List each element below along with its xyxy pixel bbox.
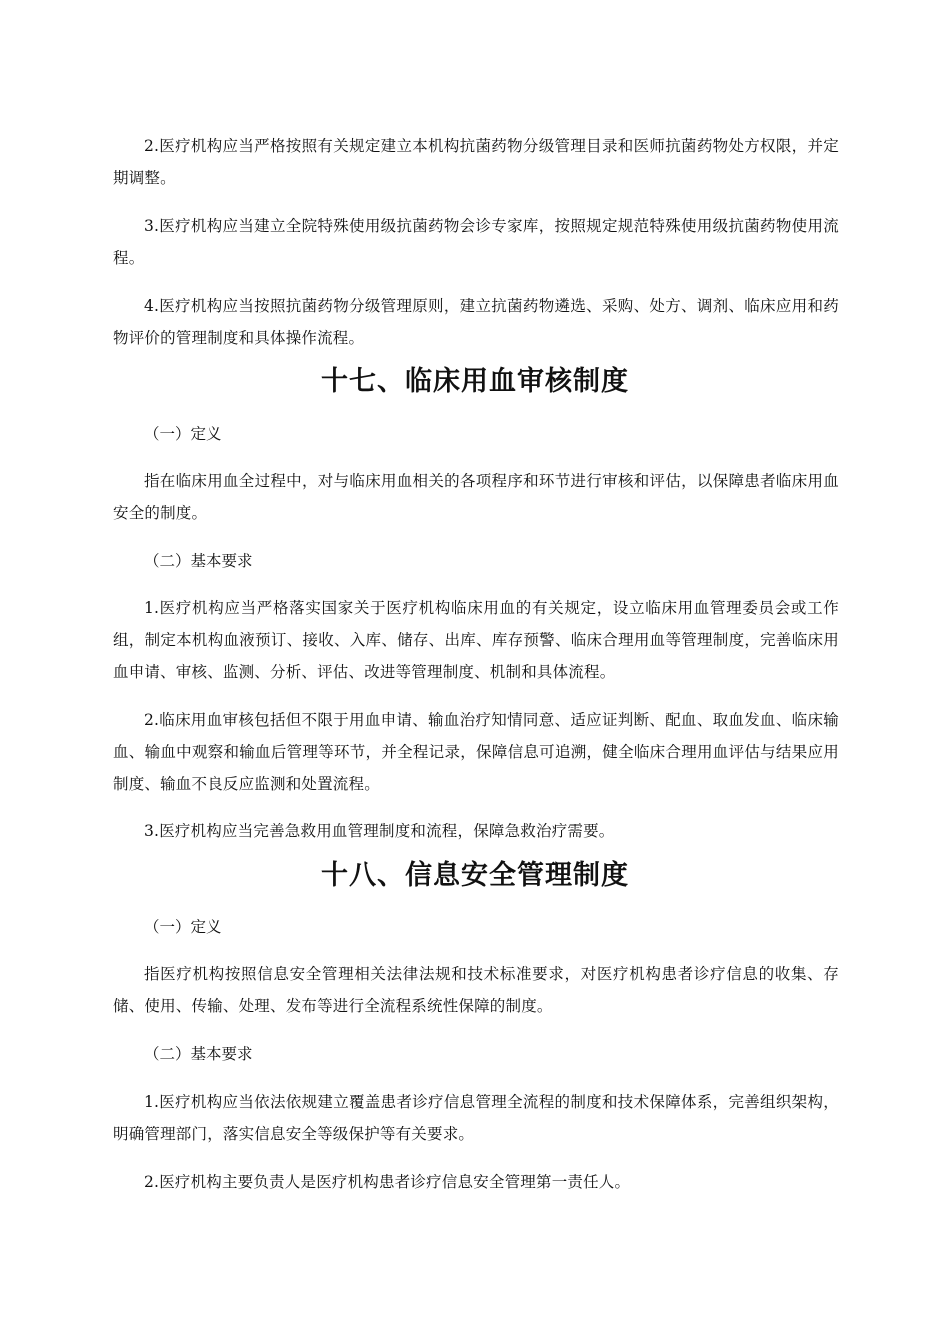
- section-17-requirement-2: 2.临床用血审核包括但不限于用血申请、输血治疗知情同意、适应证判断、配血、取血发血、临床输血、输血中观察和输血后管理等环节，并全程记录，保障信息可追溯，健全临床合理用血评估与结果应用制度、输血不良反应监测和处置流程。: [113, 711, 839, 793]
- section-18-definition-label: （一）定义: [144, 918, 222, 936]
- section-18-requirement-2: 2.医疗机构主要负责人是医疗机构患者诊疗信息安全管理第一责任人。: [144, 1173, 631, 1191]
- section-18-requirements-label: （二）基本要求: [144, 1045, 253, 1063]
- section-18-title: 十八、信息安全管理制度: [321, 860, 629, 891]
- section-18-definition-text: 指医疗机构按照信息安全管理相关法律法规和技术标准要求，对医疗机构患者诊疗信息的收集、存储、使用、传输、处理、发布等进行全流程系统性保障的制度。: [113, 965, 839, 1015]
- section-17-requirements-label: （二）基本要求: [144, 552, 253, 570]
- section-17-title: 十七、临床用血审核制度: [321, 366, 629, 397]
- paragraph-antibiotic-2: 2.医疗机构应当严格按照有关规定建立本机构抗菌药物分级管理目录和医师抗菌药物处方权限，并定期调整。: [113, 137, 839, 187]
- paragraph-antibiotic-4: 4.医疗机构应当按照抗菌药物分级管理原则，建立抗菌药物遴选、采购、处方、调剂、临床应用和药物评价的管理制度和具体操作流程。: [113, 297, 839, 347]
- paragraph-antibiotic-3: 3.医疗机构应当建立全院特殊使用级抗菌药物会诊专家库，按照规定规范特殊使用级抗菌药物使用流程。: [113, 217, 839, 267]
- section-17-definition-label: （一）定义: [144, 425, 222, 443]
- section-17-requirement-1: 1.医疗机构应当严格落实国家关于医疗机构临床用血的有关规定，设立临床用血管理委员会或工作组，制定本机构血液预订、接收、入库、储存、出库、库存预警、临床合理用血等管理制度，完善临床用血申请、审核、监测、分析、评估、改进等管理制度、机制和具体流程。: [113, 599, 839, 681]
- section-17-requirement-3: 3.医疗机构应当完善急救用血管理制度和流程，保障急救治疗需要。: [144, 822, 615, 840]
- section-18-requirement-1: 1.医疗机构应当依法依规建立覆盖患者诊疗信息管理全流程的制度和技术保障体系，完善组织架构，明确管理部门，落实信息安全等级保护等有关要求。: [113, 1093, 839, 1143]
- section-17-definition-text: 指在临床用血全过程中，对与临床用血相关的各项程序和环节进行审核和评估，以保障患者临床用血安全的制度。: [113, 472, 839, 522]
